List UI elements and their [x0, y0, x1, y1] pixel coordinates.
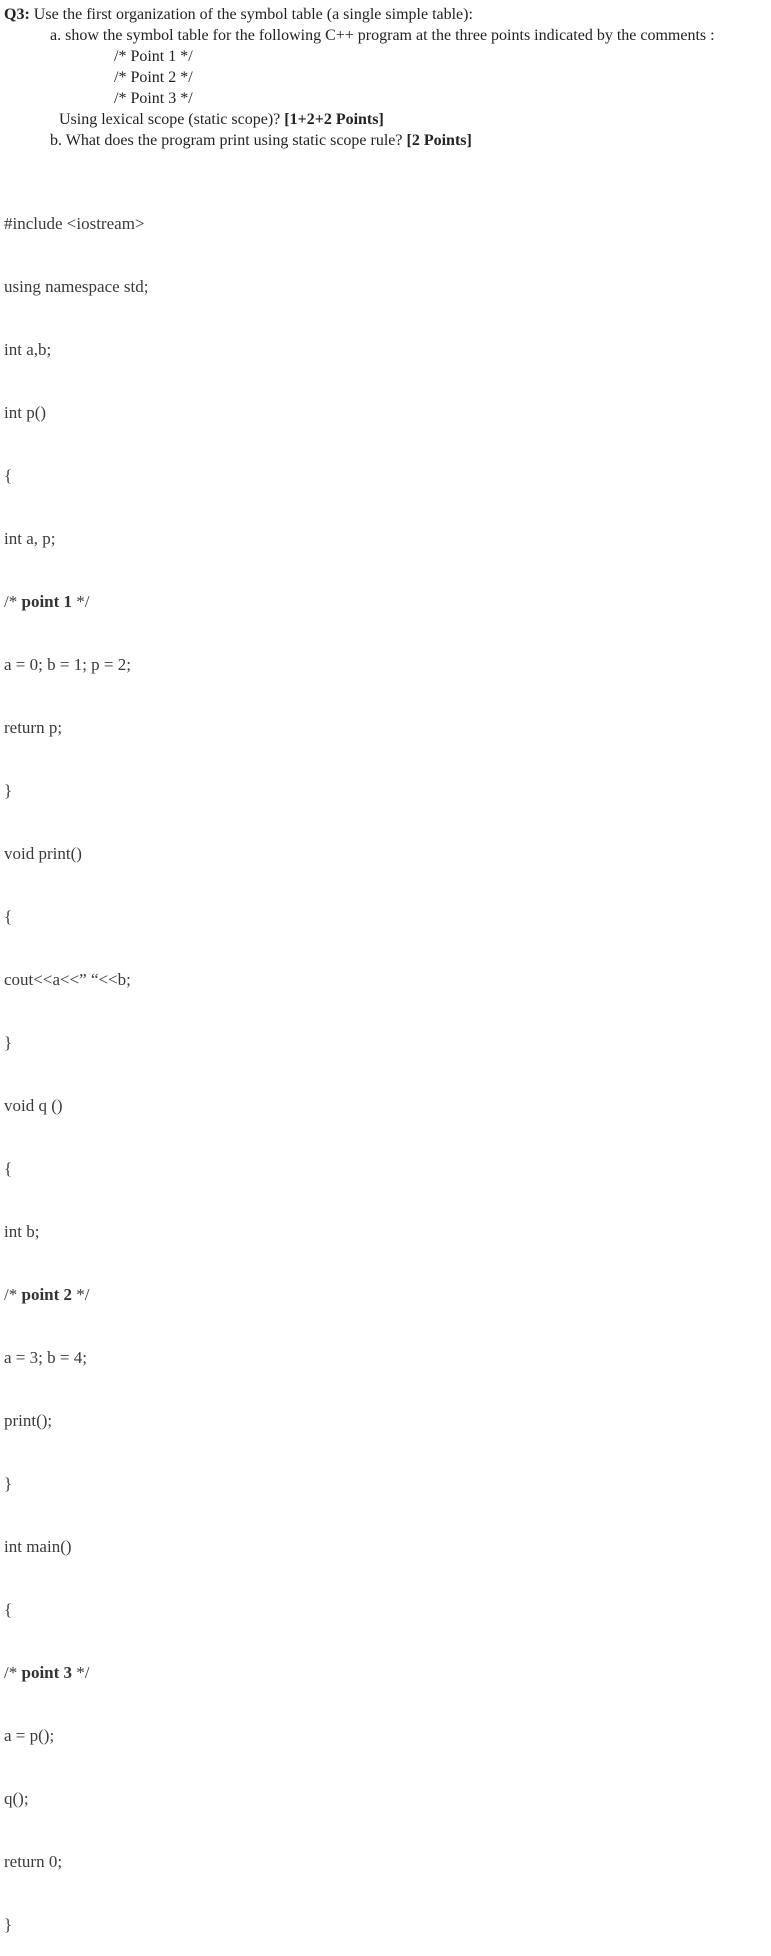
code-line: } — [4, 1033, 13, 1052]
code-line: int main() — [4, 1537, 72, 1556]
point-1-label: /* Point 1 */ — [114, 48, 193, 65]
point-3-label: /* Point 3 */ — [114, 90, 193, 107]
code-line: } — [4, 1474, 13, 1493]
code-line: void print() — [4, 844, 82, 863]
code-line: } — [4, 781, 13, 800]
part-b-marks: [2 Points] — [406, 132, 472, 149]
comment-open: /* — [4, 592, 22, 611]
question-title-line — [4, 4, 769, 25]
question-intro: Use the first organization of the symbol table (a single simple table): — [29, 6, 473, 23]
code-listing — [4, 171, 764, 1956]
lexical-scope-line — [4, 109, 769, 130]
code-line: q(); — [4, 1789, 29, 1808]
code-line: } — [4, 1915, 13, 1934]
code-comment-point-2 — [4, 1284, 764, 1305]
code-line: cout<<a<<” “<<b; — [4, 970, 131, 989]
code-line: return p; — [4, 718, 63, 737]
code-line: print(); — [4, 1411, 53, 1430]
lexical-scope-marks: [1+2+2 Points] — [284, 111, 384, 128]
lexical-scope-text: Using lexical scope (static scope)? — [59, 111, 285, 128]
code-line: #include <iostream> — [4, 214, 145, 233]
comment-close: */ — [72, 1663, 90, 1682]
comment-open: /* — [4, 1663, 22, 1682]
code-comment-point-3 — [4, 1662, 764, 1683]
code-line: void q () — [4, 1096, 63, 1115]
comment-point-label: point 1 — [21, 592, 73, 611]
code-line: { — [4, 1159, 13, 1178]
code-line: return 0; — [4, 1852, 63, 1871]
code-line: a = p(); — [4, 1726, 55, 1745]
code-line: { — [4, 907, 13, 926]
point-2-label: /* Point 2 */ — [114, 69, 193, 86]
code-line: { — [4, 1600, 13, 1619]
part-b-line — [4, 130, 769, 151]
code-line: a = 0; b = 1; p = 2; — [4, 655, 131, 674]
part-a-line: a. show the symbol table for the following C++ program at the three points indicated by the comments : — [50, 27, 715, 44]
comment-point-label: point 2 — [21, 1285, 73, 1304]
code-line: int a, p; — [4, 529, 56, 548]
code-line: using namespace std; — [4, 277, 149, 296]
code-line: int b; — [4, 1222, 40, 1241]
comment-close: */ — [72, 1285, 90, 1304]
part-b-text: b. What does the program print using static scope rule? — [50, 132, 407, 149]
question-label: Q3: — [4, 6, 30, 23]
code-line: a = 3; b = 4; — [4, 1348, 87, 1367]
code-comment-point-1 — [4, 591, 764, 612]
comment-close: */ — [72, 592, 90, 611]
comment-point-label: point 3 — [21, 1663, 73, 1682]
comment-open: /* — [4, 1285, 22, 1304]
code-line: int p() — [4, 403, 47, 422]
question-block — [4, 4, 769, 151]
code-line: int a,b; — [4, 340, 52, 359]
code-line: { — [4, 466, 13, 485]
